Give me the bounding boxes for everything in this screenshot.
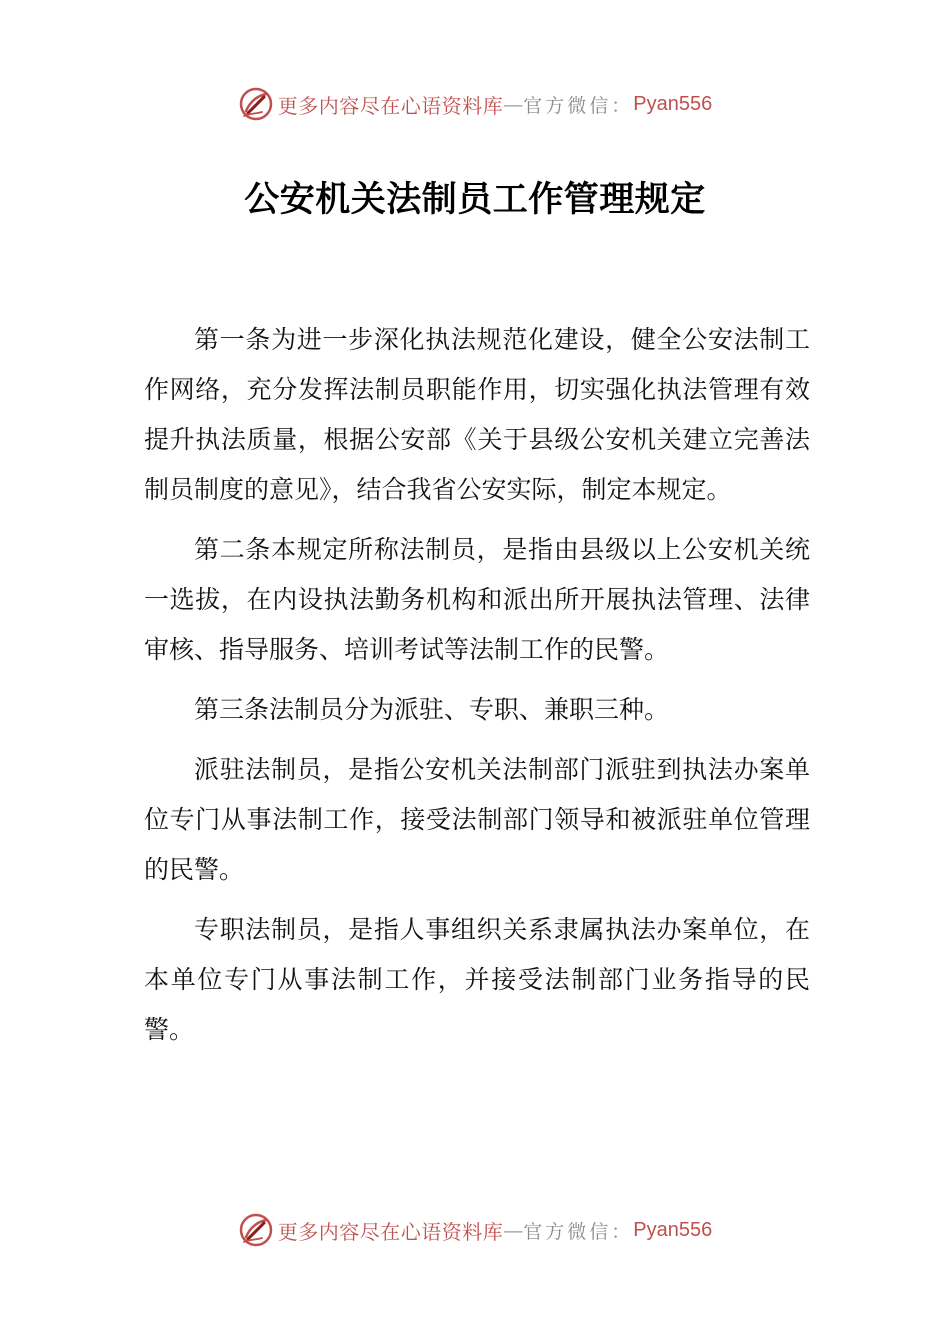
header-wechat-label: 官方微信： (523, 94, 634, 117)
footer-promo-text: 更多内容尽在心语资料库 (277, 1219, 504, 1244)
paragraph-article-2: 第二条本规定所称法制员，是指由县级以上公安机关统一选拔，在内设执法勤务机构和派出所开展执法管理、法律审核、指导服务、培训考试等法制工作的民警。 (144, 535, 810, 664)
header-separator: — (503, 92, 524, 116)
footer-separator: — (503, 1218, 524, 1242)
pen-signature-logo-icon (238, 86, 274, 122)
header-banner (0, 84, 950, 124)
paragraph-article-1: 第一条为进一步深化执法规范化建设，健全公安法制工作网络，充分发挥法制员职能作用，切实强化执法管理有效提升执法质量，根据公安部《关于县级公安机关建立完善法制员制度的意见》，结合我省公安实际，制定本规定。 (144, 325, 810, 504)
paragraph-stationed-officer: 派驻法制员，是指公安机关法制部门派驻到执法办案单位专门从事法制工作，接受法制部门领导和被派驻单位管理的民警。 (144, 755, 810, 884)
header-promo-text: 更多内容尽在心语资料库 (277, 93, 504, 118)
footer-banner (0, 1210, 950, 1250)
header-wechat-id: Pyan556 (633, 92, 713, 115)
paragraph-fulltime-officer: 专职法制员，是指人事组织关系隶属执法办案单位，在本单位专门从事法制工作，并接受法制部门业务指导的民警。 (144, 915, 810, 1044)
document-body (144, 315, 810, 1065)
pen-signature-logo-icon (238, 1212, 274, 1248)
document-title: 公安机关法制员工作管理规定 (244, 180, 706, 220)
footer-wechat-label: 官方微信： (523, 1220, 634, 1243)
footer-wechat-id: Pyan556 (633, 1218, 713, 1241)
paragraph-article-3: 第三条法制员分为派驻、专职、兼职三种。 (194, 695, 670, 724)
